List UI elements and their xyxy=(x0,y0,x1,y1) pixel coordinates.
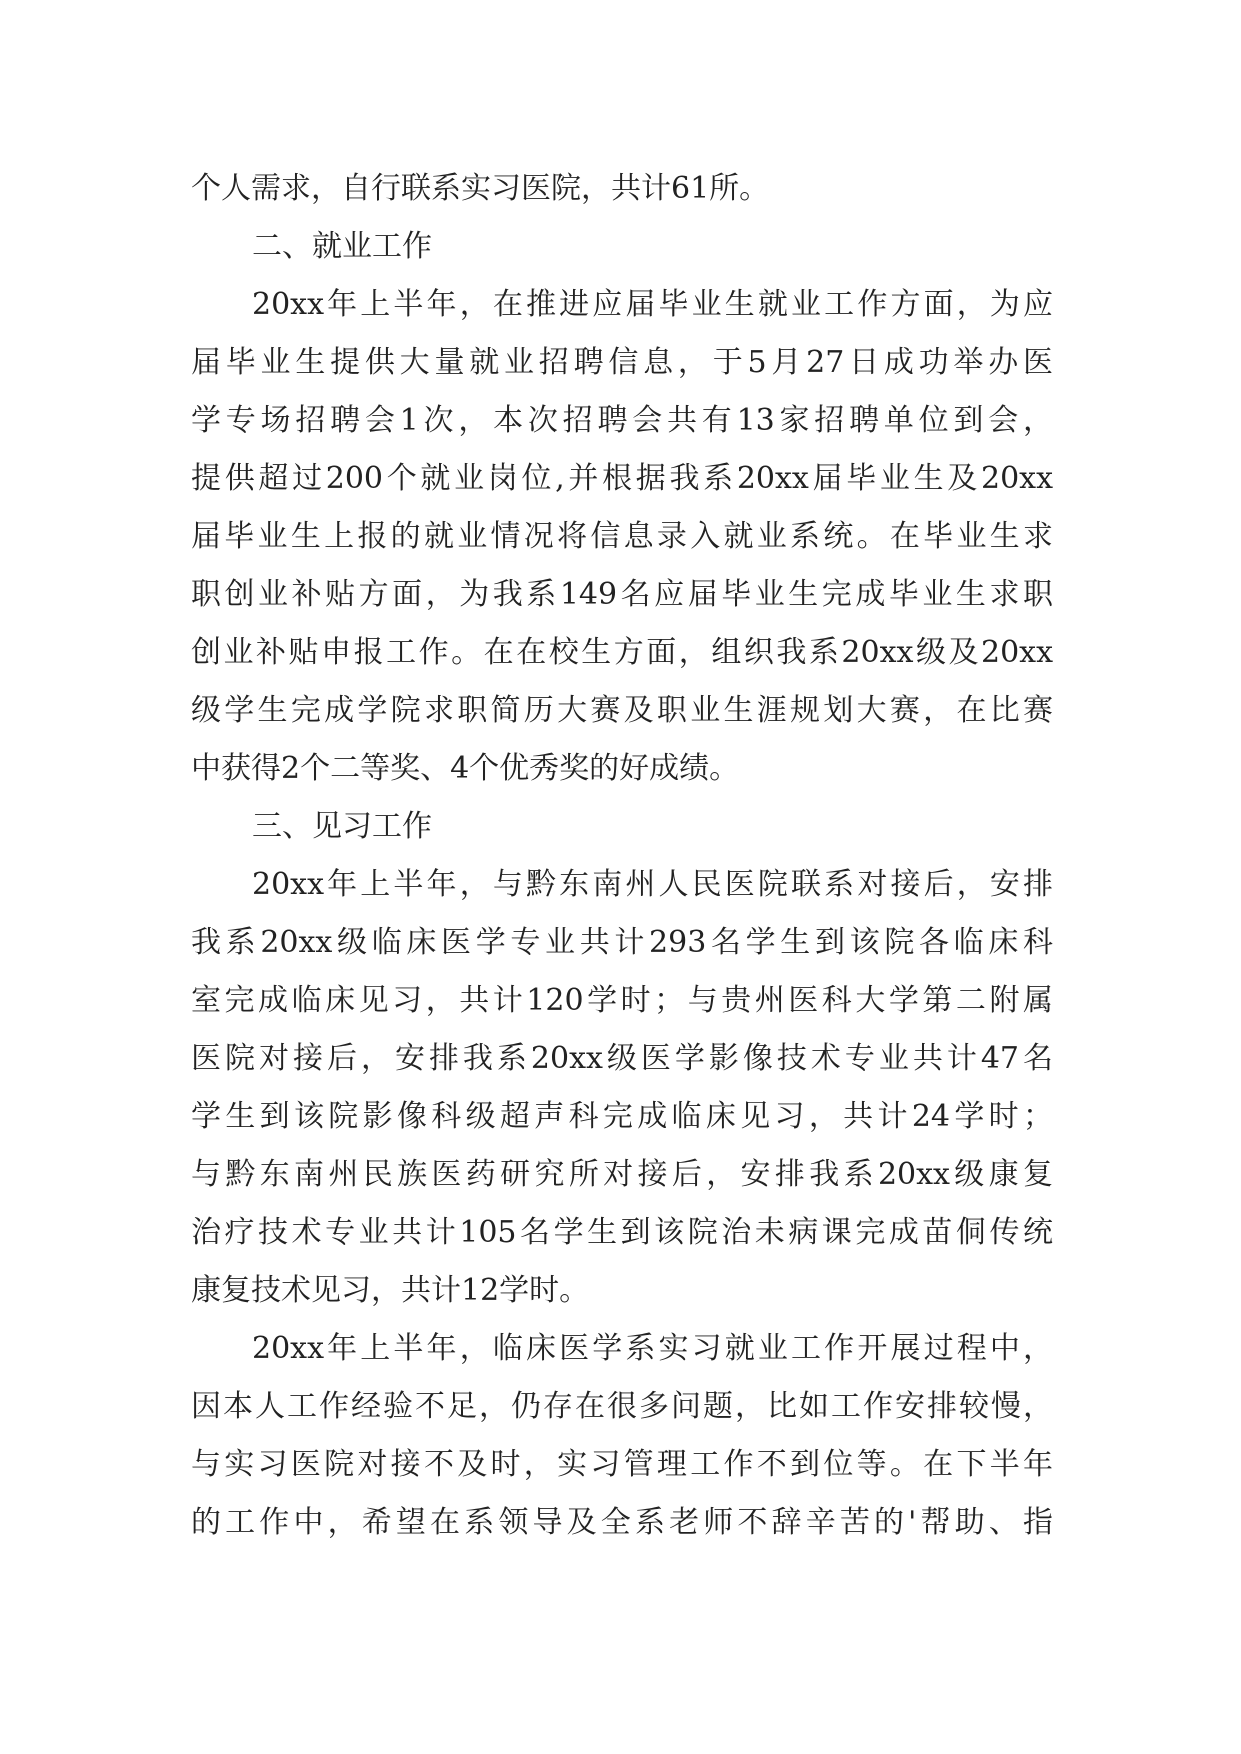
paragraph-line: 医院对接后，安排我系20xx级医学影像技术专业共计47名 xyxy=(191,1041,1053,1076)
document-body xyxy=(191,160,1053,1552)
paragraph-line: 与实习医院对接不及时，实习管理工作不到位等。在下半年 xyxy=(191,1447,1053,1482)
paragraph-line: 创业补贴申报工作。在在校生方面，组织我系20xx级及20xx xyxy=(191,635,1053,670)
paragraph-line: 学生到该院影像科级超声科完成临床见习，共计24学时； xyxy=(191,1099,1053,1134)
paragraph-line: 20xx年上半年，与黔东南州人民医院联系对接后，安排 xyxy=(252,867,1053,902)
paragraph-line: 治疗技术专业共计105名学生到该院治未病课完成苗侗传统 xyxy=(191,1215,1053,1250)
paragraph-line: 20xx年上半年，在推进应届毕业生就业工作方面，为应 xyxy=(252,287,1053,322)
paragraph-line: 因本人工作经验不足，仍存在很多问题，比如工作安排较慢， xyxy=(191,1389,1053,1424)
section-heading-employment: 二、就业工作 xyxy=(252,229,432,264)
paragraph-line: 中获得2个二等奖、4个优秀奖的好成绩。 xyxy=(191,751,740,786)
section-heading-internship: 三、见习工作 xyxy=(252,809,432,844)
paragraph-line: 与黔东南州民族医药研究所对接后，安排我系20xx级康复 xyxy=(191,1157,1053,1192)
paragraph-line: 届毕业生提供大量就业招聘信息，于5月27日成功举办医 xyxy=(191,345,1053,380)
paragraph-line: 个人需求，自行联系实习医院，共计61所。 xyxy=(191,171,770,206)
paragraph-line: 提供超过200个就业岗位,并根据我系20xx届毕业生及20xx xyxy=(191,461,1053,496)
paragraph-line: 学专场招聘会1次，本次招聘会共有13家招聘单位到会， xyxy=(191,403,1053,438)
paragraph-line: 的工作中，希望在系领导及全系老师不辞辛苦的'帮助、指 xyxy=(191,1505,1053,1540)
paragraph-line: 级学生完成学院求职简历大赛及职业生涯规划大赛，在比赛 xyxy=(191,693,1053,728)
paragraph-line: 康复技术见习，共计12学时。 xyxy=(191,1273,590,1308)
paragraph-line: 职创业补贴方面，为我系149名应届毕业生完成毕业生求职 xyxy=(191,577,1053,612)
paragraph-line: 20xx年上半年，临床医学系实习就业工作开展过程中， xyxy=(252,1331,1053,1366)
paragraph-line: 我系20xx级临床医学专业共计293名学生到该院各临床科 xyxy=(191,925,1053,960)
paragraph-line: 届毕业生上报的就业情况将信息录入就业系统。在毕业生求 xyxy=(191,519,1053,554)
paragraph-line: 室完成临床见习，共计120学时；与贵州医科大学第二附属 xyxy=(191,983,1053,1018)
